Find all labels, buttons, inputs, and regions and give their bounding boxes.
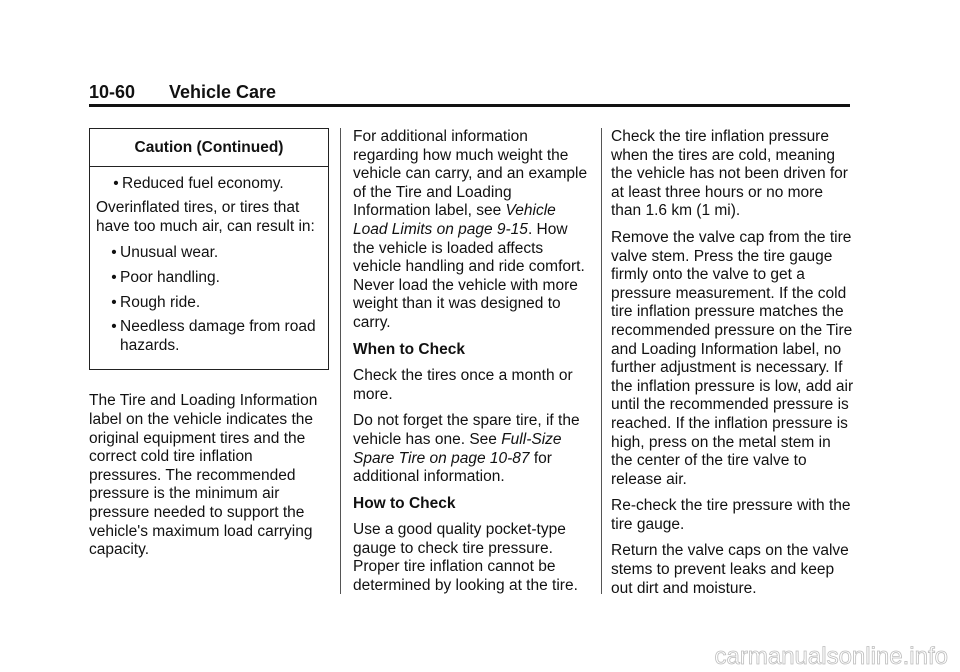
- bullet-icon: •: [111, 268, 117, 286]
- body-paragraph: Re-check the tire pressure with the tire gauge.: [611, 497, 851, 533]
- body-paragraph: Remove the valve cap from the tire valve stem. Press the tire gauge firmly onto the valve to get a pressure measurement. If the cold tire inflation pressure matches the recommended pressure on the Tire and Loading Information label, no further adjustment is necessary. If the inflation pressure is low, add air until the recommended pressure is reached. If the inflation pressure is high, press on the metal stem in the center of the tire valve to release air.: [611, 228, 854, 488]
- body-paragraph: Do not forget the spare tire, if the vehicle has one. See Full-Size Spare Tire on page 10-87 for additional information.: [353, 412, 580, 486]
- bullet-icon: •: [111, 318, 117, 336]
- cross-reference-link[interactable]: Full-Size Spare Tire on page 10-87: [353, 430, 562, 467]
- caution-bullet: • Unusual wear.: [96, 244, 322, 263]
- watermark-text: carmanualsonline.info: [714, 643, 948, 670]
- body-paragraph: For additional information regarding how much weight the vehicle can carry, and an example of the Tire and Loading Information label, see Vehicle Load Limits on page 9-15. How the vehicle is loaded affects vehicle handling and ride comfort. Never load the vehicle with more weight than it was designed to carry.: [353, 128, 588, 331]
- page-number: 10-60: [89, 82, 136, 102]
- cross-reference-link[interactable]: Vehicle Load Limits on page 9-15: [353, 202, 556, 238]
- subheading-how-to-check: How to Check: [353, 494, 456, 512]
- caution-title: Caution (Continued): [90, 129, 328, 167]
- bullet-icon: •: [111, 244, 117, 262]
- caution-box: [89, 128, 329, 370]
- caution-body: [90, 167, 328, 370]
- body-paragraph: The Tire and Loading Information label on the vehicle indicates the original equipment tires and the correct cold tire inflation pressures. The recommended pressure is the minimum air pressure needed to support the vehicle's maximum load carrying capacity.: [89, 392, 318, 559]
- caution-paragraph: Overinflated tires, or tires that have too much air, can result in:: [96, 199, 315, 235]
- column-2: [353, 128, 591, 604]
- subheading-when-to-check: When to Check: [353, 340, 465, 358]
- caution-bullet: • Rough ride.: [96, 294, 322, 313]
- caution-bullet: • Needless damage from road hazards.: [96, 318, 322, 355]
- body-paragraph: Check the tires once a month or more.: [353, 367, 573, 403]
- column-1: [89, 128, 329, 568]
- column-3: [611, 128, 856, 606]
- caution-bullet: • Reduced fuel economy.: [96, 175, 322, 194]
- body-paragraph: Use a good quality pocket-type gauge to check tire pressure. Proper tire inflation cannot be determined by looking at the tire.: [353, 521, 578, 595]
- body-paragraph: Return the valve caps on the valve stems to prevent leaks and keep out dirt and moisture.: [611, 542, 849, 597]
- section-title: Vehicle Care: [169, 82, 277, 102]
- bullet-icon: •: [111, 293, 117, 311]
- column-divider: [340, 128, 341, 594]
- column-divider: [601, 128, 602, 594]
- bullet-icon: •: [113, 174, 119, 192]
- body-paragraph: Check the tire inflation pressure when the tires are cold, meaning the vehicle has not been driven for at least three hours or no more than 1.6 km (1 mi).: [611, 128, 848, 220]
- caution-bullet: • Poor handling.: [96, 269, 322, 288]
- header-rule: [89, 104, 850, 107]
